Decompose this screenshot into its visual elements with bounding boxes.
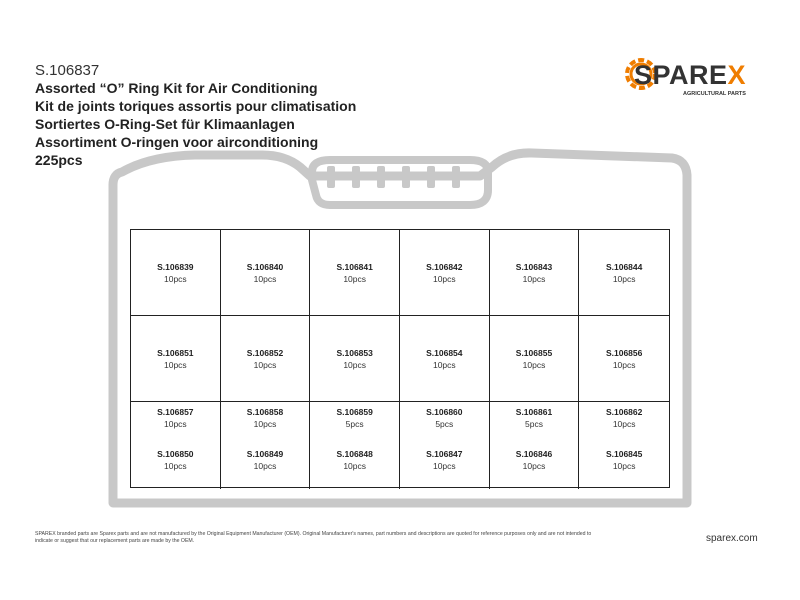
compartment <box>579 230 669 316</box>
compartment <box>400 230 490 316</box>
compartment-bottom-item <box>426 448 462 472</box>
part-number: S.106857 <box>157 407 194 417</box>
part-quantity: 10pcs <box>432 359 456 370</box>
website-link[interactable]: sparex.com <box>706 533 758 544</box>
handle-slot <box>352 166 360 188</box>
compartment-bottom-item <box>336 448 372 472</box>
compartment-double <box>310 402 400 489</box>
handle-slot <box>377 166 385 188</box>
part-quantity: 10pcs <box>343 273 366 284</box>
part-quantity: 5pcs <box>345 419 364 429</box>
title-dutch: Assortiment O-ringen voor airconditioning <box>35 134 319 150</box>
compartment <box>221 316 311 402</box>
part-number: S.106851 <box>157 347 194 358</box>
compartment <box>310 230 400 316</box>
compartment-bottom-item <box>606 448 642 472</box>
compartment-grid <box>130 229 670 488</box>
part-quantity: 10pcs <box>343 359 366 370</box>
sparex-logo <box>625 57 765 101</box>
part-number: S.106847 <box>426 449 463 459</box>
part-quantity: 10pcs <box>163 419 187 429</box>
part-quantity: 10pcs <box>612 419 636 429</box>
compartment-double <box>221 402 311 489</box>
handle-slot <box>452 166 460 188</box>
compartment <box>131 316 221 402</box>
compartment-top-item <box>606 406 642 430</box>
part-quantity: 10pcs <box>612 273 636 284</box>
part-number: S.106846 <box>515 449 553 459</box>
compartment-double <box>579 402 669 489</box>
part-number: S.106843 <box>515 261 553 272</box>
part-quantity: 10pcs <box>163 461 187 471</box>
part-number: S.106850 <box>157 449 194 459</box>
part-quantity: 10pcs <box>432 461 456 471</box>
compartment-top-item <box>426 406 462 430</box>
part-quantity: 10pcs <box>612 359 636 370</box>
part-number: S.106855 <box>515 347 553 358</box>
part-quantity: 10pcs <box>253 419 277 429</box>
part-number: S.106839 <box>157 261 194 272</box>
part-number: S.106849 <box>246 449 284 459</box>
logo-tagline: AGRICULTURAL PARTS <box>683 91 746 97</box>
compartment <box>400 316 490 402</box>
part-number: S.106845 <box>605 449 643 459</box>
part-quantity: 10pcs <box>163 273 187 284</box>
logo-brand: SPAREX <box>634 60 747 90</box>
part-number: S.106856 <box>605 347 643 358</box>
part-number: S.106860 <box>426 407 463 417</box>
compartment-top-item <box>157 406 193 430</box>
title-english: Assorted “O” Ring Kit for Air Conditioning <box>35 80 318 96</box>
part-number: S.106852 <box>246 347 284 358</box>
part-quantity: 10pcs <box>522 461 546 471</box>
compartment <box>490 316 580 402</box>
title-german: Sortiertes O-Ring-Set für Klimaanlagen <box>35 116 295 132</box>
compartment-double <box>400 402 490 489</box>
part-number: S.106858 <box>246 407 284 417</box>
part-quantity: 10pcs <box>343 461 366 471</box>
compartment-bottom-item <box>157 448 193 472</box>
part-quantity: 5pcs <box>525 419 543 429</box>
compartment <box>579 316 669 402</box>
header <box>35 63 356 169</box>
handle-slot <box>427 166 435 188</box>
part-number: S.106861 <box>515 407 553 417</box>
handle-slot <box>327 166 335 188</box>
compartment <box>310 316 400 402</box>
compartment-bottom-item <box>247 448 283 472</box>
kit-code: S.106837 <box>35 62 100 79</box>
compartment <box>131 230 221 316</box>
part-number: S.106848 <box>336 449 373 459</box>
part-number: S.106859 <box>336 407 373 417</box>
part-quantity: 10pcs <box>253 461 277 471</box>
total-count: 225pcs <box>35 152 83 168</box>
disclaimer-text: SPAREX branded parts are Sparex parts and are not manufactured by the Original Equipment Manufacturer (OEM). Original Manufacturer's names, part numbers and descriptions are quoted for reference purposes only and are not intended to indicate or suggest that our replacement parts are made by the OEM. <box>35 531 592 544</box>
part-number: S.106853 <box>336 347 373 358</box>
part-number: S.106841 <box>336 261 373 272</box>
logo-graphic <box>625 57 765 101</box>
compartment <box>490 230 580 316</box>
part-quantity: 10pcs <box>253 273 277 284</box>
part-number: S.106840 <box>246 261 284 272</box>
part-quantity: 10pcs <box>253 359 277 370</box>
handle-slot <box>402 166 410 188</box>
part-quantity: 10pcs <box>163 359 187 370</box>
compartment-top-item <box>336 406 372 430</box>
part-quantity: 5pcs <box>435 419 454 429</box>
compartment-top-item <box>516 406 552 430</box>
compartment-double <box>490 402 580 489</box>
part-number: S.106842 <box>426 261 463 272</box>
part-quantity: 10pcs <box>432 273 456 284</box>
title-french: Kit de joints toriques assortis pour climatisation <box>35 98 357 114</box>
compartment-top-item <box>247 406 283 430</box>
part-quantity: 10pcs <box>612 461 636 471</box>
part-number: S.106844 <box>605 261 643 272</box>
compartment <box>221 230 311 316</box>
compartment-double <box>131 402 221 489</box>
part-number: S.106854 <box>426 347 463 358</box>
compartment-bottom-item <box>516 448 552 472</box>
part-quantity: 10pcs <box>522 359 546 370</box>
part-number: S.106862 <box>605 407 643 417</box>
part-quantity: 10pcs <box>522 273 546 284</box>
